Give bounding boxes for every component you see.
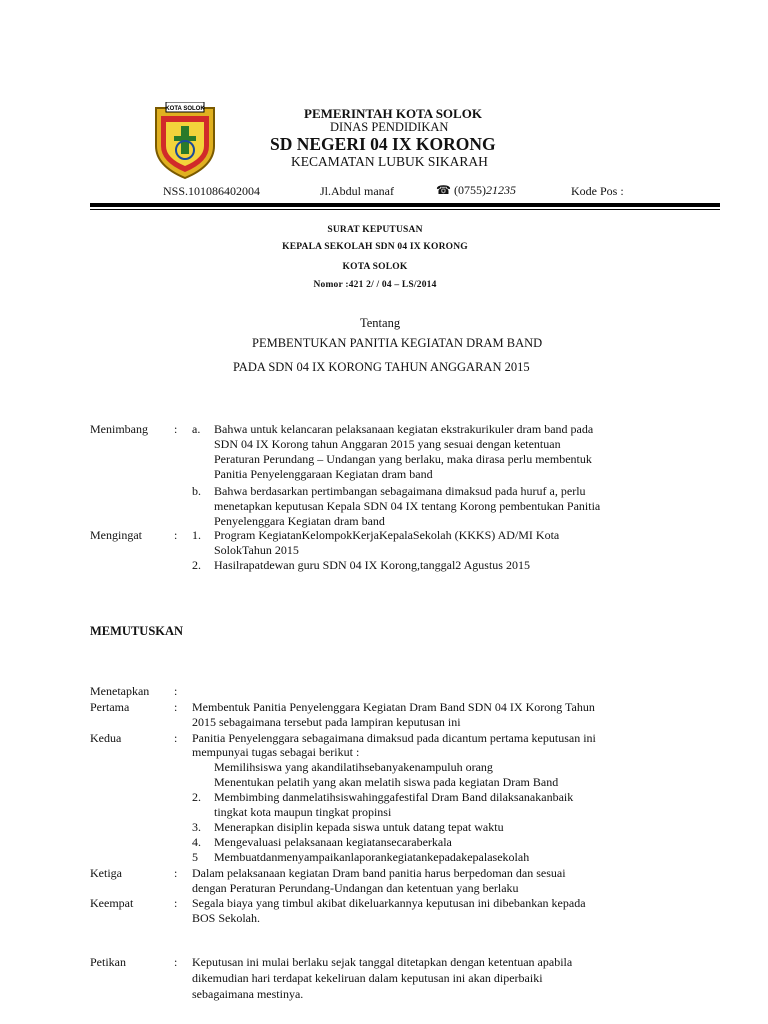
menimbang-a-marker: a. [192, 422, 201, 436]
kedua-task-line: Mengevaluasi pelaksanaan kegiatansecaraberkala [214, 835, 452, 849]
pertama-line: Membentuk Panitia Penyelenggara Kegiatan Dram Band SDN 04 IX Korong Tahun [192, 700, 595, 714]
menimbang-a-line: Peraturan Perundang – Undangan yang berlaku, maka dirasa perlu membentuk [214, 452, 592, 466]
phone [436, 183, 516, 198]
header-rule-thin [90, 209, 720, 210]
decree-city: KOTA SOLOK [342, 262, 408, 272]
mengingat-1-marker: 1. [192, 528, 201, 542]
menimbang-label: Menimbang [90, 422, 148, 436]
kedua-label: Kedua [90, 731, 122, 745]
header-line1: PEMERINTAH KOTA SOLOK [304, 106, 482, 121]
decree-topic1: PEMBENTUKAN PANITIA KEGIATAN DRAM BAND [252, 336, 543, 350]
keempat-line: BOS Sekolah. [192, 911, 261, 925]
pertama-label: Pertama [90, 700, 130, 714]
kedua-task-line: Memilihsiswa yang akandilatihsebanyakenampuluh orang [214, 760, 493, 774]
kedua-colon: : [174, 731, 178, 745]
postcode: Kode Pos : [571, 184, 624, 198]
logo-text: KOTA SOLOK [165, 106, 205, 112]
kedua-task-line: Menentukan pelatih yang akan melatih siswa pada kegiatan Dram Band [214, 775, 559, 789]
menimbang-b-line: Penyelenggara Kegiatan dram band [214, 514, 385, 528]
nss-number: NSS.101086402004 [163, 184, 261, 198]
kedua-task-marker: 5 [192, 850, 198, 864]
kedua-line: mempunyai tugas sebagai berikut : [192, 745, 360, 759]
petikan-line: dikemudian hari terdapat kekeliruan dalam keputusan ini akan diperbaiki [192, 971, 543, 985]
mengingat-2-marker: 2. [192, 558, 201, 572]
kedua-task-line: Menerapkan disiplin kepada siswa untuk datang tepat waktu [214, 820, 504, 834]
menimbang-colon: : [174, 422, 178, 436]
decree-about: Tentang [360, 316, 401, 330]
petikan-line: Keputusan ini mulai berlaku sejak tanggal ditetapkan dengan ketentuan apabila [192, 955, 573, 969]
decree-topic2: PADA SDN 04 IX KORONG TAHUN ANGGARAN 2015 [233, 360, 530, 374]
menimbang-b-line: Bahwa berdasarkan pertimbangan sebagaimana dimaksud pada huruf a, perlu [214, 484, 586, 498]
keempat-colon: : [174, 896, 178, 910]
keempat-line: Segala biaya yang timbul akibat dikeluarkannya keputusan ini dibebankan kepada [192, 896, 586, 910]
menimbang-a-line: SDN 04 IX Korong tahun Anggaran 2015 yang sesuai dengan ketentuan [214, 437, 561, 451]
menetapkan-colon: : [174, 684, 178, 698]
mengingat-2-line: Hasilrapatdewan guru SDN 04 IX Korong,tanggal2 Agustus 2015 [214, 558, 530, 572]
mengingat-1-line: SolokTahun 2015 [214, 543, 299, 557]
kedua-task-line: Membuatdanmenyampaikanlaporankegiatankepadakepalasekolah [214, 850, 530, 864]
district-name: KECAMATAN LUBUK SIKARAH [291, 154, 488, 169]
pertama-colon: : [174, 700, 178, 714]
petikan-line: sebagaimana mestinya. [192, 987, 304, 1001]
kedua-task-marker: 3. [192, 820, 201, 834]
header-line2: DINAS PENDIDIKAN [330, 120, 449, 134]
menimbang-a-line: Bahwa untuk kelancaran pelaksanaan kegiatan ekstrakurikuler dram band pada [214, 422, 594, 436]
address: Jl.Abdul manaf [320, 184, 394, 198]
mengingat-colon: : [174, 528, 178, 542]
decree-subtitle: KEPALA SEKOLAH SDN 04 IX KORONG [282, 242, 468, 252]
petikan-colon: : [174, 955, 178, 969]
kedua-task-marker: 2. [192, 790, 201, 804]
city-logo [152, 102, 218, 180]
kedua-task-line: Membimbing danmelatihsiswahinggafestifal Dram Band dilaksanakanbaik [214, 790, 574, 804]
petikan-label: Petikan [90, 955, 126, 969]
pertama-line: 2015 sebagaimana tersebut pada lampiran keputusan ini [192, 715, 461, 729]
mengingat-1-line: Program KegiatanKelompokKerjaKepalaSekolah (KKKS) AD/MI Kota [214, 528, 560, 542]
kedua-line: Panitia Penyelenggara sebagaimana dimaksud pada dicantum pertama keputusan ini [192, 731, 596, 745]
kedua-task-line: tingkat kota maupun tingkat propinsi [214, 805, 392, 819]
ketiga-colon: : [174, 866, 178, 880]
menimbang-b-marker: b. [192, 484, 201, 498]
header-rule-thick [90, 203, 720, 207]
phone-area: (0755) [453, 183, 486, 197]
menetapkan-label: Menetapkan [90, 684, 150, 698]
ketiga-line: Dalam pelaksanaan kegiatan Dram band panitia harus berpedoman dan sesuai [192, 866, 566, 880]
decree-title: SURAT KEPUTUSAN [327, 225, 423, 235]
phone-number: 21235 [485, 183, 516, 197]
mengingat-label: Mengingat [90, 528, 142, 542]
menimbang-a-line: Panitia Penyelenggaraan Kegiatan dram band [214, 467, 433, 481]
phone-icon: ☎ [436, 183, 451, 197]
school-name: SD NEGERI 04 IX KORONG [270, 134, 496, 154]
ketiga-label: Ketiga [90, 866, 122, 880]
menimbang-b-line: menetapkan keputusan Kepala SDN 04 IX tentang Korong pembentukan Panitia [214, 499, 601, 513]
decree-number: Nomor :421 2/ / 04 – LS/2014 [313, 280, 437, 290]
ketiga-line: dengan Peraturan Perundang-Undangan dan ketentuan yang berlaku [192, 881, 519, 895]
memutuskan-heading: MEMUTUSKAN [90, 624, 184, 638]
keempat-label: Keempat [90, 896, 134, 910]
kedua-task-marker: 4. [192, 835, 201, 849]
